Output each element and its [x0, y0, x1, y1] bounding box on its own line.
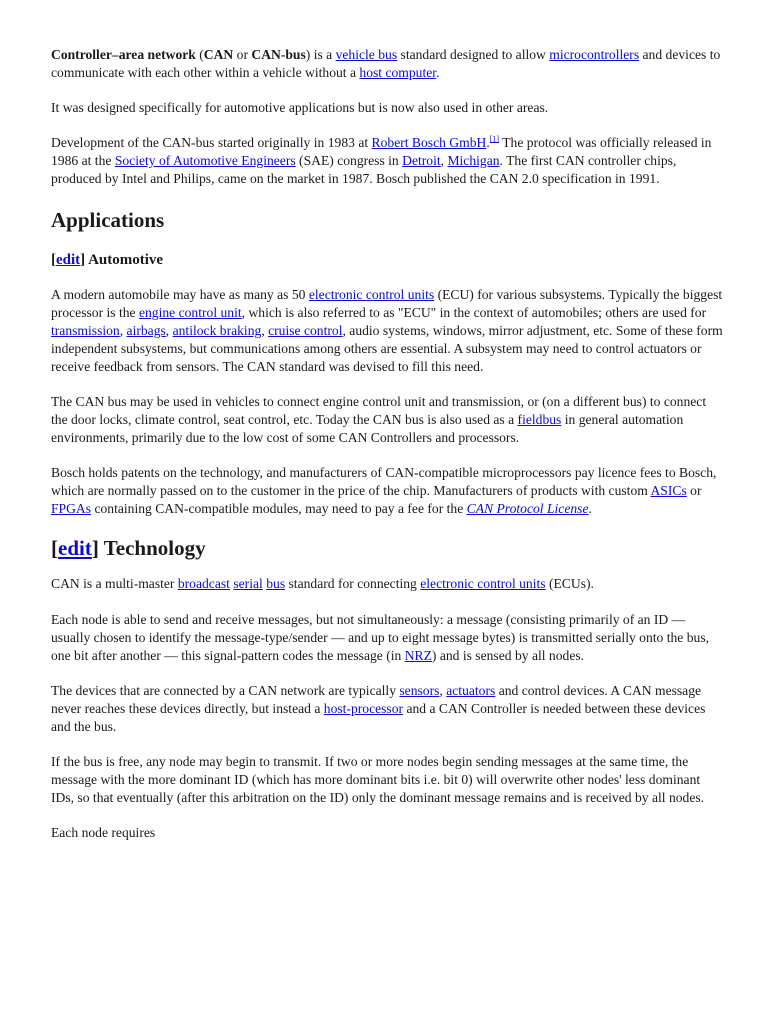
link-fieldbus[interactable]: fieldbus: [517, 412, 562, 427]
term-can-bus: CAN-bus: [251, 47, 306, 62]
paragraph-ecu: A modern automobile may have as many as 50 electronic control units (ECU) for various subsystems. Typically the biggest processor is the engine control unit, which is also referred to as "ECU" in the context of automobiles; others are used for transmission, airbags, antilock braking, cruise control, audio systems, windows, mirror adjustment, etc. Some of these form independent subsystems, but communications among others are essential. A subsystem may need to control actuators or receive feedback from sensors. The CAN standard was devised to fill this need.: [51, 287, 723, 374]
link-serial[interactable]: serial: [233, 576, 263, 591]
link-airbags[interactable]: airbags: [126, 323, 166, 338]
link-cruise-control[interactable]: cruise control: [268, 323, 343, 338]
link-engine-control-unit[interactable]: engine control unit: [138, 305, 242, 320]
intro-paragraph: Controller–area network (CAN or CAN-bus) is a vehicle bus standard designed to allow microcontrollers and devices to communicate with each other within a vehicle without a host computer.: [51, 47, 721, 80]
reference-1[interactable]: [1]: [489, 134, 500, 144]
link-host-processor[interactable]: host-processor: [323, 701, 404, 716]
link-sae[interactable]: Society of Automotive Engineers: [114, 153, 296, 168]
link-sensors[interactable]: sensors: [399, 683, 440, 698]
heading-applications: Applications: [51, 208, 165, 232]
link-robert-bosch[interactable]: Robert Bosch GmbH: [371, 135, 487, 150]
link-electronic-control-units-2[interactable]: electronic control units: [420, 576, 546, 591]
link-can-protocol-license[interactable]: CAN Protocol License: [466, 501, 589, 516]
link-microcontrollers[interactable]: microcontrollers: [549, 47, 640, 62]
heading-automotive: [edit] Automotive: [51, 252, 164, 268]
link-nrz[interactable]: NRZ: [404, 648, 432, 663]
paragraph-history: Development of the CAN-bus started originally in 1983 at Robert Bosch GmbH.[1] The protocol was officially released in 1986 at the Society of Automotive Engineers (SAE) congress in Detroit, Michigan. The first CAN controller chips, produced by Intel and Philips, came on the market in 1987. Bosch published the CAN 2.0 specification in 1991.: [51, 134, 712, 186]
link-broadcast[interactable]: broadcast: [177, 576, 230, 591]
heading-technology: [edit] Technology: [51, 536, 206, 560]
edit-link-technology[interactable]: edit: [58, 536, 92, 560]
link-transmission[interactable]: transmission: [51, 323, 120, 338]
article-body: [51, 46, 723, 842]
paragraph-purpose: It was designed specifically for automotive applications but is now also used in other areas.: [51, 100, 549, 115]
link-michigan[interactable]: Michigan: [447, 153, 500, 168]
paragraph-can-bus-usage: The CAN bus may be used in vehicles to connect engine control unit and transmission, or (on a different bus) to connect the door locks, climate control, seat control, etc. Today the CAN bus is also used as a fieldbus in general automation environments, primarily due to the low cost of some CAN Controllers and processors.: [51, 394, 707, 445]
link-electronic-control-units[interactable]: electronic control units: [308, 287, 435, 302]
paragraph-arbitration: If the bus is free, any node may begin to transmit. If two or more nodes begin sending messages at the same time, the message with the more dominant ID (which has more dominant bits i.e. bit 0) will overwrite other nodes' less dominant IDs, so that eventually (after this arbitration on the ID) only the dominant message remains and is received by all nodes.: [51, 754, 705, 805]
link-detroit[interactable]: Detroit: [402, 153, 441, 168]
link-bus[interactable]: bus: [266, 576, 286, 591]
edit-link-automotive[interactable]: edit: [56, 252, 81, 268]
link-actuators[interactable]: actuators: [446, 683, 496, 698]
paragraph-node-messages: Each node is able to send and receive messages, but not simultaneously: a message (consisting primarily of an ID — usually chosen to identify the message-type/sender — and up to eight message bytes) is transmitted serially onto the bus, one bit after another — this signal-pattern codes the message (in NRZ) and is sensed by all nodes.: [51, 612, 710, 663]
link-antilock-braking[interactable]: antilock braking: [172, 323, 262, 338]
paragraph-devices: The devices that are connected by a CAN network are typically sensors, actuators and control devices. A CAN message never reaches these devices directly, but instead a host-processor and a CAN Controller is needed between these devices and the bus.: [51, 683, 706, 734]
link-vehicle-bus[interactable]: vehicle bus: [335, 47, 398, 62]
paragraph-node-requires: Each node requires: [51, 825, 156, 840]
link-asics[interactable]: ASICs: [650, 483, 687, 498]
link-host-computer[interactable]: host computer: [359, 65, 437, 80]
term-can-full: Controller–area network: [51, 47, 196, 62]
paragraph-multi-master: CAN is a multi-master broadcast serial bus standard for connecting electronic control units (ECUs).: [51, 576, 594, 591]
paragraph-patents: Bosch holds patents on the technology, and manufacturers of CAN-compatible microprocessors pay licence fees to Bosch, which are normally passed on to the customer in the price of the chip. Manufacturers of products with custom ASICs or FPGAs containing CAN-compatible modules, may need to pay a fee for the CAN Protocol License.: [51, 465, 717, 516]
term-can: CAN: [203, 47, 234, 62]
link-fpgas[interactable]: FPGAs: [51, 501, 92, 516]
